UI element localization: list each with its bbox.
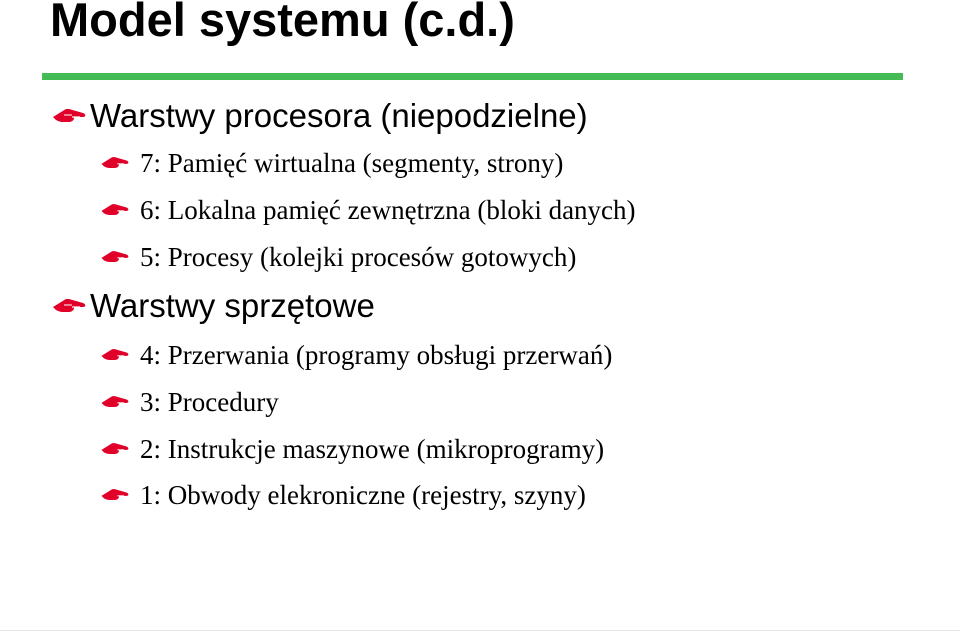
list-item-text: 7: Pamięć wirtualna (segmenty, strony) — [140, 147, 564, 178]
pointing-hand-icon — [52, 294, 90, 318]
pointing-hand-icon — [100, 247, 133, 267]
list-item — [100, 338, 612, 372]
slide-title: Model systemu (c.d.) — [50, 0, 515, 46]
list-item-text: 1: Obwody elekroniczne (rejestry, szyny) — [140, 479, 586, 510]
footer-divider — [0, 630, 960, 631]
list-item-text: 3: Procedury — [140, 386, 279, 417]
list-item-text: 5: Procesy (kolejki procesów gotowych) — [140, 241, 577, 272]
list-item — [100, 385, 279, 419]
list-item — [100, 146, 563, 180]
pointing-hand-icon — [100, 345, 133, 365]
pointing-hand-icon — [100, 200, 133, 220]
section-heading-text: Warstwy sprzętowe — [90, 287, 375, 324]
list-item — [100, 240, 576, 274]
section-heading-text: Warstwy procesora (niepodzielne) — [90, 97, 588, 134]
list-item — [100, 193, 636, 227]
list-item-text: 4: Przerwania (programy obsługi przerwań) — [140, 339, 613, 370]
pointing-hand-icon — [100, 439, 133, 459]
pointing-hand-icon — [100, 153, 133, 173]
pointing-hand-icon — [100, 392, 133, 412]
list-item-text: 2: Instrukcje maszynowe (mikroprogramy) — [140, 433, 605, 464]
pointing-hand-icon — [100, 485, 133, 505]
pointing-hand-icon — [52, 104, 90, 128]
section-heading-processor-layers — [52, 96, 588, 136]
list-item — [100, 432, 604, 466]
list-item-text: 6: Lokalna pamięć zewnętrzna (bloki danych) — [140, 194, 636, 225]
list-item — [100, 478, 586, 512]
section-heading-hardware-layers — [52, 286, 375, 326]
title-underline — [42, 73, 903, 80]
